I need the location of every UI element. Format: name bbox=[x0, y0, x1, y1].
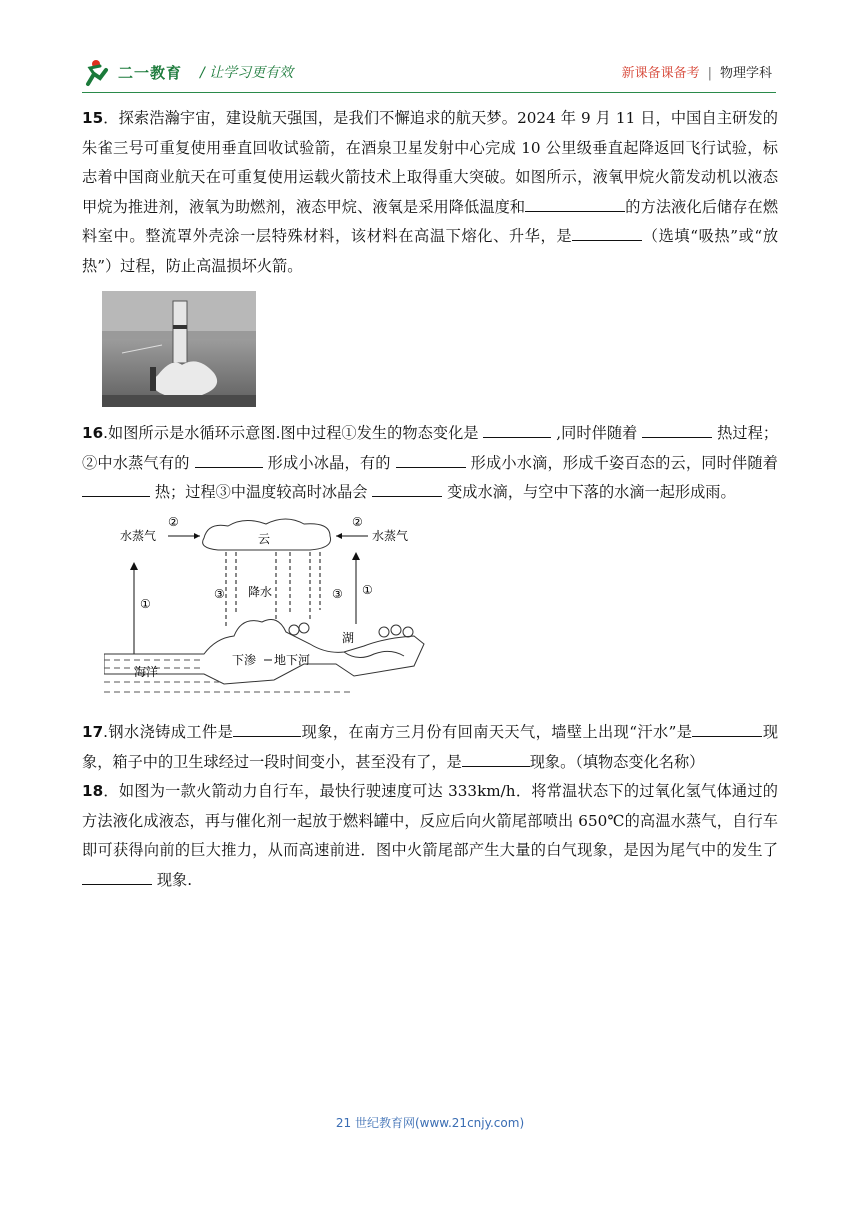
answer-blank[interactable] bbox=[525, 193, 625, 212]
answer-blank[interactable] bbox=[233, 718, 301, 737]
mark-2-left: ② bbox=[168, 514, 179, 529]
logo-text: 二一教育 bbox=[118, 64, 183, 82]
question-15: 15．探索浩瀚宇宙，建设航天强国，是我们不懈追求的航天梦。2024 年 9 月 11 日，中国自主研发的朱雀三号可重复使用垂直回收试验箭，在酒泉卫星发射中心完成 10 公里级垂直起降返回飞行试验，标志着中国商业航天在可重复使用运载火箭技术上取得重大突破。如图所示，液氧甲烷火箭发动机以液态甲烷为推进剂，液氧为助燃剂，液态甲烷、液氧是采用降低温度和 的方法液化后储存在燃料室中。整流罩外壳涂一层特殊材料，该材料在高温下熔化、升华，是 （选填“吸热”或“放热”）过程，防止高温损坏火箭。 bbox=[82, 109, 779, 275]
answer-blank[interactable] bbox=[82, 866, 152, 885]
question-content bbox=[82, 104, 778, 895]
header-rule bbox=[82, 92, 776, 93]
mark-3-right: ③ bbox=[332, 586, 343, 601]
answer-blank[interactable] bbox=[483, 419, 551, 438]
seepage-label: 下渗 bbox=[232, 652, 257, 667]
mark-1-right: ① bbox=[362, 582, 373, 597]
answer-blank[interactable] bbox=[372, 478, 442, 497]
slogan: / 让学习更有效 bbox=[200, 65, 294, 81]
ocean-label: 海洋 bbox=[134, 664, 159, 679]
water-cycle-diagram bbox=[104, 514, 434, 704]
answer-blank[interactable] bbox=[642, 419, 712, 438]
vapor-right-label: 水蒸气 bbox=[372, 528, 409, 543]
answer-blank[interactable] bbox=[82, 478, 150, 497]
mark-3-left: ③ bbox=[214, 586, 225, 601]
answer-blank[interactable] bbox=[195, 449, 263, 468]
cloud-label: 云 bbox=[258, 531, 271, 546]
lake-label: 湖 bbox=[342, 630, 355, 645]
mark-2-right: ② bbox=[352, 514, 363, 529]
answer-blank[interactable] bbox=[692, 718, 762, 737]
answer-blank[interactable] bbox=[572, 222, 642, 241]
question-16: 16.如图所示是水循环示意图.图中过程①发生的物态变化是 ,同时伴随着 热过程；②中水蒸气有的 形成小冰晶，有的 形成小水滴，形成千姿百态的云，同时伴随着 热；过程③中温度较高时冰晶会 变成水滴，与空中下落的水滴一起形成雨。 bbox=[82, 419, 778, 508]
rocket-photo bbox=[102, 291, 256, 407]
question-18: 18．如图为一款火箭动力自行车，最快行驶速度可达 333km/h．将常温状态下的过氧化氢气体通过的方法液化成液态，再与催化剂一起放于燃料罐中，反应后向火箭尾部喷出 650℃的高温水蒸气，自行车即可获得向前的巨大推力，从而高速前进．图中火箭尾部产生大量的白气现象，是因为尾气中的发生了 现象. bbox=[82, 782, 778, 889]
question-17: 17.钢水浇铸成工件是 现象，在南方三月份有回南天天气，墙壁上出现“汗水”是 现象，箱子中的卫生球经过一段时间变小，甚至没有了，是 现象。（填物态变化名称） bbox=[82, 718, 778, 777]
vapor-left-label: 水蒸气 bbox=[120, 528, 157, 543]
subject-label: 新课备课备考 | 物理学科 bbox=[621, 66, 772, 81]
answer-blank[interactable] bbox=[462, 748, 530, 767]
footer-site: 21 世纪教育网(www.21cnjy.com) bbox=[335, 1116, 525, 1130]
answer-blank[interactable] bbox=[396, 449, 466, 468]
groundwater-label: 地下河 bbox=[274, 652, 311, 667]
mark-1-left: ① bbox=[140, 596, 151, 611]
page-header bbox=[0, 0, 860, 96]
precipitation-label: 降水 bbox=[248, 584, 273, 599]
